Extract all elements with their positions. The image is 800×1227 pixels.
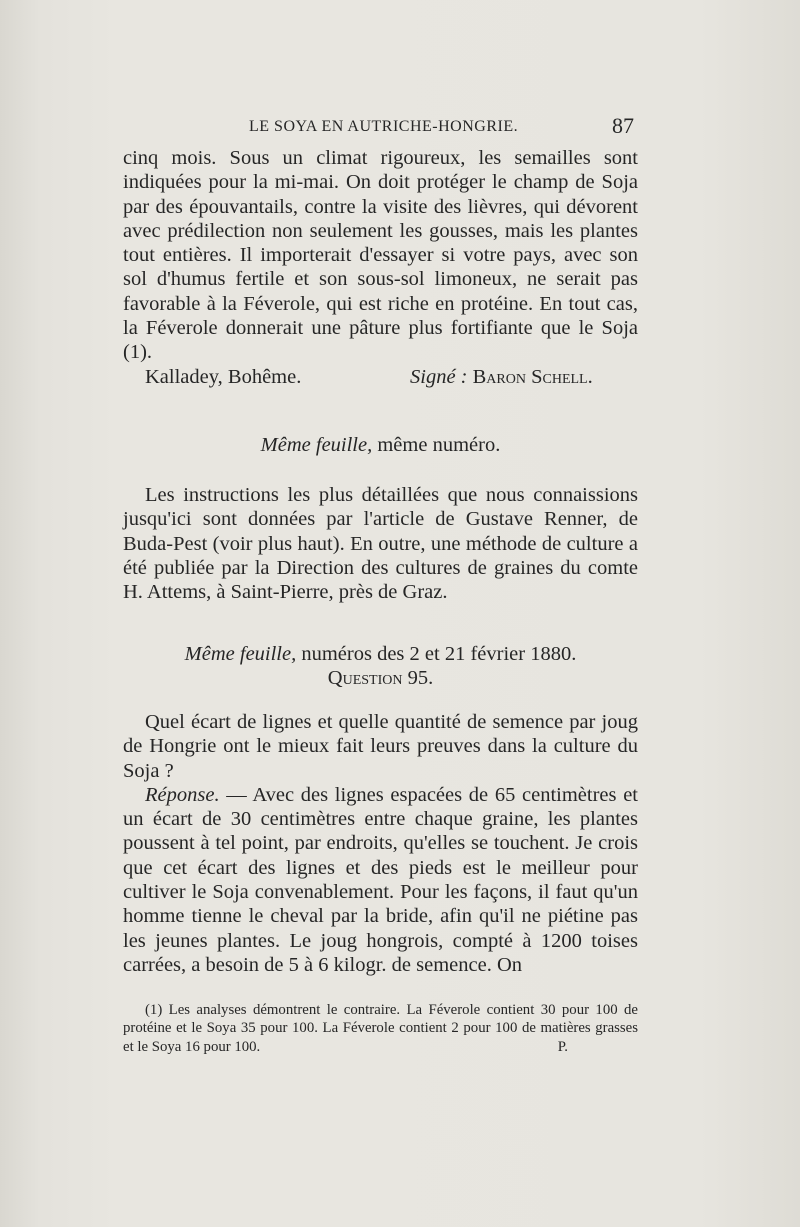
section-heading-1 — [123, 433, 638, 458]
footnote-sign: P. — [557, 1038, 568, 1055]
footnote — [123, 1001, 638, 1056]
section-heading-2 — [123, 642, 638, 667]
opening-paragraph-block — [123, 146, 638, 389]
section-heading-2-italic: Même feuille, — [184, 643, 297, 665]
opening-paragraph: cinq mois. Sous un climat rigoureux, les semailles sont indiquées pour la mi-mai. On doit protéger le champ de Soja par des épouvantails, contre la visite des lièvres, qui dévorent avec prédilection non seulement les gousses, mais les plantes tout entières. Il importerait d'essayer si votre pays, avec son sol d'humus fertile et son sous-sol limoneux, ne serait pas favorable à la Féverole, qui est riche en protéine. En tout cas, la Féverole donnerait une pâture plus fortifiante que le Soja (1). — [123, 147, 638, 364]
footnote-block — [123, 1001, 638, 1056]
answer-paragraph — [123, 783, 638, 977]
signed-label: Signé : — [410, 366, 468, 388]
page-header — [123, 113, 638, 143]
signature — [410, 366, 593, 389]
question-block — [123, 710, 638, 977]
question-number — [123, 666, 638, 691]
section-1-paragraph: Les instructions les plus détaillées que nous connaissions jusqu'ici sont données par l'article de Gustave Renner, de Buda-Pest (voir plus haut). En outre, une méthode de culture a été publiée par la Direction des cultures de graines du comte H. Attems, à Saint-Pierre, près de Graz. — [123, 484, 638, 604]
answer-label: Réponse. — [145, 783, 220, 806]
answer-text: — Avec des lignes espacées de 65 centimètres et un écart de 30 centimètres entre chaque graine, les plantes poussent à tel point, par endroits, qu'elles se touchent. Je crois que cet écart des lignes et des pieds est le meilleur pour cultiver le Soja convenablement. Pour les façons, il faut qu'un homme tienne le cheval par la bride, afin qu'il ne piétine pas les jeunes plantes. Le joug hongrois, compté à 1200 toises carrées, a besoin de 5 à 6 kilogr. de semence. On — [123, 783, 638, 976]
signed-name: Baron Schell. — [472, 366, 593, 388]
page-number: 87 — [612, 113, 634, 138]
section-heading-1-italic: Même feuille, — [260, 434, 373, 456]
section-heading-1-rest: même numéro. — [372, 434, 501, 456]
question-text: Quel écart de lignes et quelle quantité de semence par joug de Hongrie ont le mieux fait leurs preuves dans la culture du Soja ? — [123, 711, 638, 782]
question-label: Question 95. — [327, 667, 434, 689]
section-heading-2-rest: numéros des 2 et 21 février 1880. — [296, 643, 577, 665]
running-title: LE SOYA EN AUTRICHE-HONGRIE. — [249, 118, 519, 135]
section-1-body — [123, 483, 638, 604]
place-line: Kalladey, Bohême. — [145, 365, 302, 388]
footnote-text: (1) Les analyses démontrent le contraire. La Féverole contient 30 pour 100 de protéine et le Soya 35 pour 100. La Féverole contient 2 pour 100 de matières grasses et le Soya 16 pour 100. — [123, 1002, 638, 1055]
